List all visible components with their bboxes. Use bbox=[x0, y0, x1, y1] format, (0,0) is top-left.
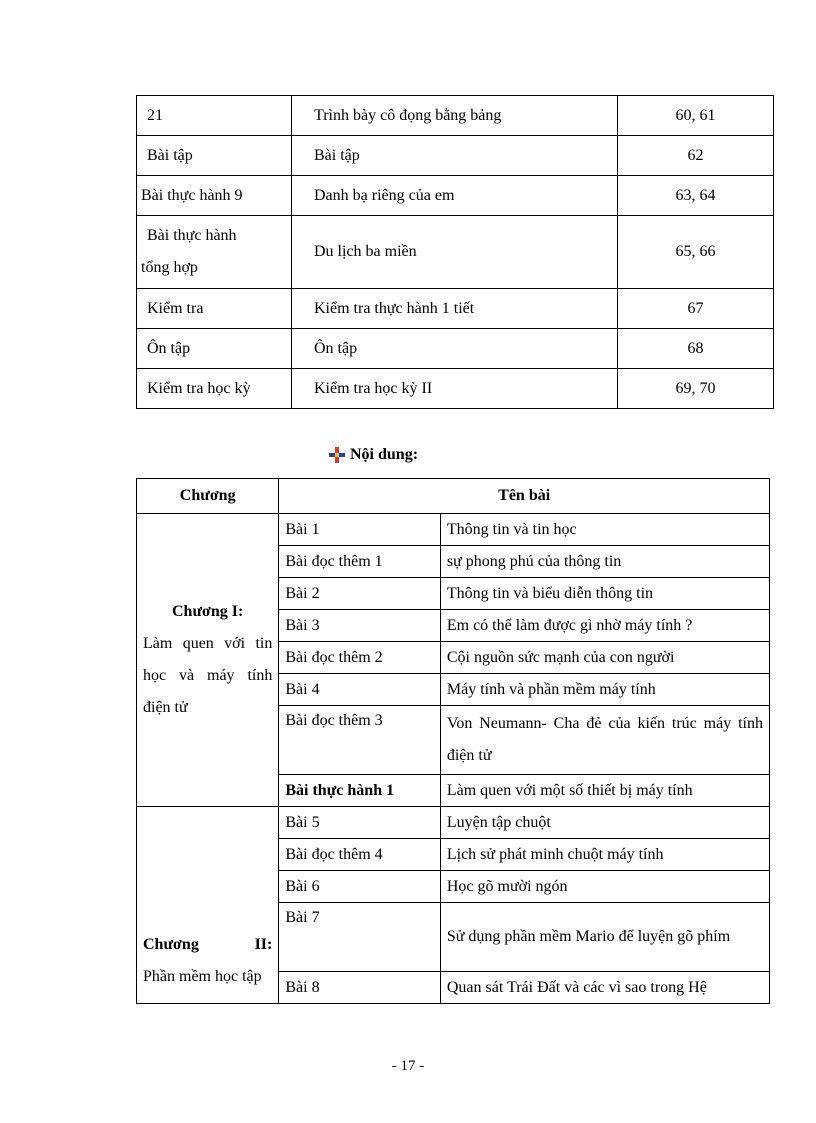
chapter-desc: Làm quen với tin học và máy tính điện tử bbox=[143, 635, 273, 716]
periods-cell: 60, 61 bbox=[618, 96, 774, 136]
table-row bbox=[137, 807, 770, 839]
chapter-name: Chương I: bbox=[171, 603, 244, 620]
title-cell: Luyện tập chuột bbox=[440, 807, 769, 839]
periods-cell: 68 bbox=[618, 329, 774, 369]
table-row bbox=[137, 289, 774, 329]
title-cell: Học gõ mười ngón bbox=[440, 871, 769, 903]
lesson-cell: Bài 8 bbox=[279, 972, 441, 1004]
lesson-cell: Bài đọc thêm 1 bbox=[279, 546, 441, 578]
title-cell: Trình bày cô đọng bằng bảng bbox=[292, 96, 618, 136]
chapter-cell bbox=[137, 807, 279, 1004]
content-heading-text: Nội dung: bbox=[350, 446, 419, 463]
title-cell: Von Neumann- Cha đẻ của kiến trúc máy tính điện tử bbox=[440, 706, 769, 775]
table-row bbox=[137, 514, 770, 546]
lesson-cell: Bài 1 bbox=[279, 514, 441, 546]
lesson-cell: Bài đọc thêm 3 bbox=[279, 706, 441, 775]
periods-cell: 69, 70 bbox=[618, 369, 774, 409]
title-cell: Ôn tập bbox=[292, 329, 618, 369]
lesson-cell: Bài đọc thêm 4 bbox=[279, 839, 441, 871]
table-row bbox=[137, 136, 774, 176]
table-row bbox=[137, 96, 774, 136]
title-cell: Cội nguồn sức mạnh của con người bbox=[440, 642, 769, 674]
header-chapter: Chương bbox=[137, 479, 279, 514]
title-cell: Quan sát Trái Đất và các vì sao trong Hệ bbox=[440, 972, 769, 1004]
title-cell: Danh bạ riêng của em bbox=[292, 176, 618, 216]
table-header-row bbox=[137, 479, 770, 514]
lesson-cell: Bài 6 bbox=[279, 871, 441, 903]
lesson-cell: Kiểm tra bbox=[137, 289, 292, 329]
lesson-cell: Bài 2 bbox=[279, 578, 441, 610]
header-title: Tên bài bbox=[279, 479, 770, 514]
title-cell: Máy tính và phần mềm máy tính bbox=[440, 674, 769, 706]
content-table bbox=[136, 478, 770, 1004]
table-row bbox=[137, 369, 774, 409]
periods-cell: 65, 66 bbox=[618, 216, 774, 289]
lesson-cell: Bài 4 bbox=[279, 674, 441, 706]
title-cell: Kiểm tra thực hành 1 tiết bbox=[292, 289, 618, 329]
lesson-cell: Bài 7 bbox=[279, 903, 441, 972]
title-cell: Thông tin và tin học bbox=[440, 514, 769, 546]
title-cell: Du lịch ba miền bbox=[292, 216, 618, 289]
title-cell: sự phong phú của thông tin bbox=[440, 546, 769, 578]
table-row bbox=[137, 329, 774, 369]
periods-cell: 62 bbox=[618, 136, 774, 176]
table-row bbox=[137, 216, 774, 289]
lesson-cell: Bài thực hành 9 bbox=[137, 176, 292, 216]
lesson-cell: 21 bbox=[137, 96, 292, 136]
title-cell: Bài tập bbox=[292, 136, 618, 176]
title-cell: Sử dụng phần mềm Mario để luyện gõ phím bbox=[440, 903, 769, 972]
lesson-cell: Kiểm tra học kỳ bbox=[137, 369, 292, 409]
lesson-cell: Bài tập bbox=[137, 136, 292, 176]
lesson-cell: Ôn tập bbox=[137, 329, 292, 369]
title-cell: Thông tin và biểu diễn thông tin bbox=[440, 578, 769, 610]
page-number: - 17 - bbox=[391, 1058, 425, 1074]
title-cell: Kiểm tra học kỳ II bbox=[292, 369, 618, 409]
title-cell: Em có thể làm được gì nhờ máy tính ? bbox=[440, 610, 769, 642]
lesson-cell: Bài 3 bbox=[279, 610, 441, 642]
chapter-name-number: II: bbox=[254, 936, 273, 953]
lesson-line: tổng hợp bbox=[141, 259, 198, 276]
title-cell: Làm quen với một số thiết bị máy tính bbox=[440, 775, 769, 807]
lesson-cell: Bài 5 bbox=[279, 807, 441, 839]
periods-cell: 67 bbox=[618, 289, 774, 329]
schedule-table bbox=[136, 95, 774, 409]
periods-cell: 63, 64 bbox=[618, 176, 774, 216]
lesson-cell bbox=[137, 216, 292, 289]
lesson-line: Bài thực hành bbox=[147, 227, 237, 244]
title-cell: Lịch sử phát minh chuột máy tính bbox=[440, 839, 769, 871]
table-row bbox=[137, 176, 774, 216]
content-heading bbox=[328, 446, 418, 464]
chapter-cell bbox=[137, 514, 279, 807]
chapter-desc: Phần mềm học tập bbox=[143, 968, 262, 985]
chapter-name bbox=[143, 929, 272, 961]
lesson-cell: Bài thực hành 1 bbox=[279, 775, 441, 807]
chapter-name-word: Chương bbox=[143, 936, 199, 953]
lesson-cell: Bài đọc thêm 2 bbox=[279, 642, 441, 674]
plus-bullet-icon bbox=[328, 446, 346, 464]
